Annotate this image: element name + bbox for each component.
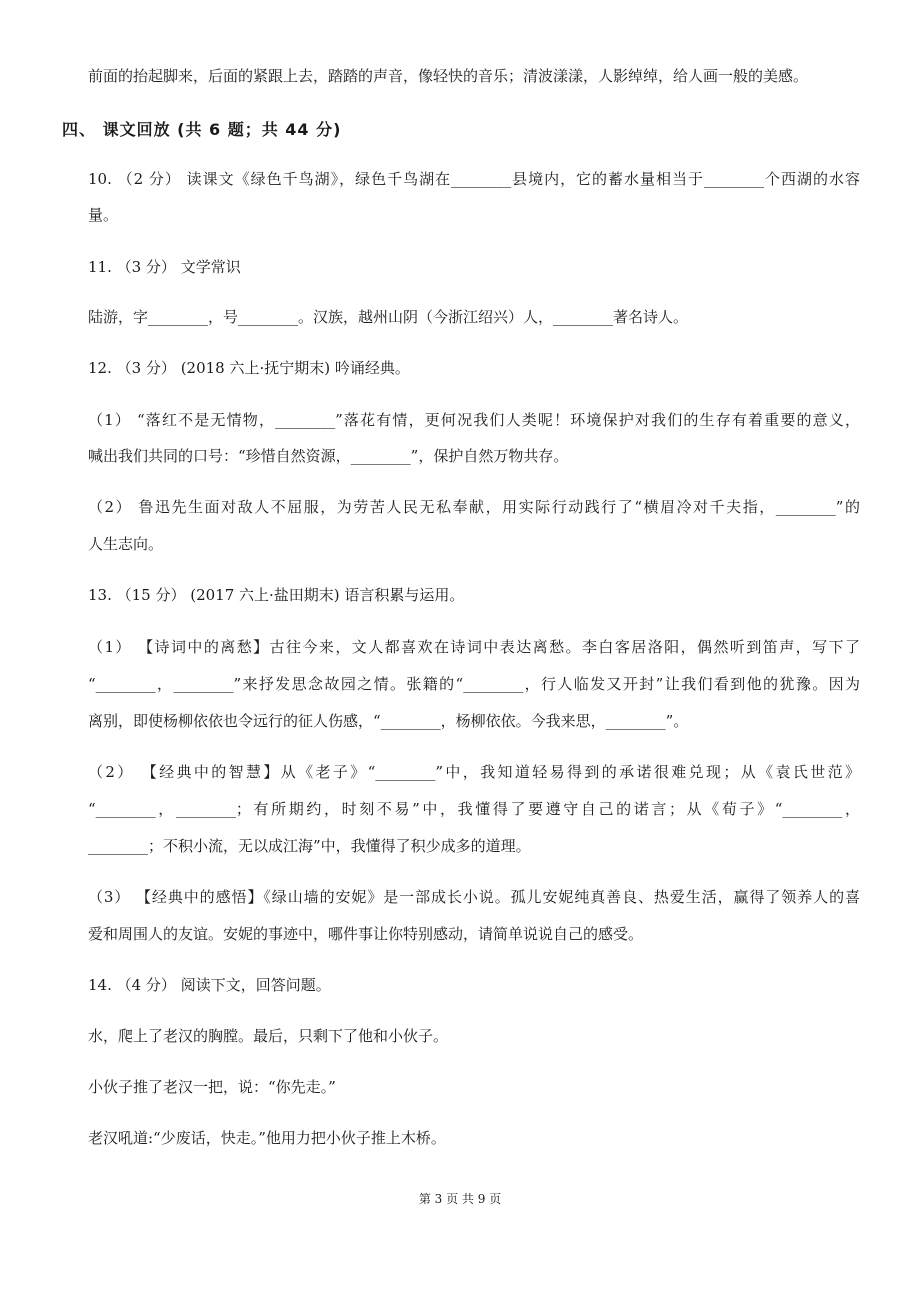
question-13-3-text-cont: 爱和周围人的友谊。安妮的事迹中，哪件事让你特别感动，请简单说说自己的感受。	[88, 925, 644, 943]
question-13-1-text: （1） 【诗词中的离愁】古往今来，文人都喜欢在诗词中表达离愁。李白客居洛阳，偶然听到笛声，写下了	[88, 638, 860, 656]
question-13-1-text-cont2: 离别，即使杨柳依依也令远行的征人伤感，“________，杨柳依依。今我来思，________”。	[88, 712, 689, 730]
question-12-title: 12. （3 分） (2018 六上·抚宁期末) 吟诵经典。	[88, 359, 410, 377]
question-13-3-text: （3） 【经典中的感悟】《绿山墙的安妮》是一部成长小说。孤儿安妮纯真善良、热爱生活，赢得了领养人的喜	[88, 888, 860, 906]
question-10-text: 10. （2 分） 读课文《绿色千鸟湖》，绿色千鸟湖在________县境内，它的蓄水量相当于________个西湖的水容	[88, 170, 860, 188]
passage-line: 水，爬上了老汉的胸膛。最后，只剩下了他和小伙子。	[88, 1027, 449, 1045]
question-13-2-text: （2） 【经典中的智慧】从《老子》“________”中，我知道轻易得到的承诺很难兑现；从《袁氏世范》	[88, 763, 860, 781]
question-13-2-text-cont: “________，________；有所期约，时刻不易”中，我懂得了要遵守自己的诺言；从《荀子》“________，	[88, 800, 860, 818]
section-heading: 四、 课文回放 (共 6 题；共 44 分)	[62, 120, 342, 139]
question-14-title: 14. （4 分） 阅读下文，回答问题。	[88, 976, 331, 994]
question-12-1-text-cont: 喊出我们共同的口号：“珍惜自然资源，________”，保护自然万物共存。	[88, 447, 569, 465]
paragraph-line: 前面的抬起脚来，后面的紧跟上去，踏踏的声音，像轻快的音乐；清波漾漾，人影绰绰，给人画一般的美感。	[88, 67, 809, 85]
question-13-title: 13. （15 分） (2017 六上·盐田期末) 语言积累与运用。	[88, 586, 465, 604]
question-12-1-text: （1） “落红不是无情物，________”落花有情，更何况我们人类呢！环境保护对我们的生存有着重要的意义，	[88, 411, 860, 429]
passage-line: 小伙子推了老汉一把，说：“你先走。”	[88, 1078, 336, 1096]
page-footer: 第 3 页 共 9 页	[418, 1192, 502, 1206]
question-12-2-text: （2） 鲁迅先生面对敌人不屈服，为劳苦人民无私奉献，用实际行动践行了“横眉冷对千夫指，________”的	[88, 498, 860, 516]
question-10-text-cont: 量。	[88, 206, 119, 224]
question-11-title: 11. （3 分） 文学常识	[88, 258, 241, 276]
passage-line: 老汉吼道:“少废话，快走。”他用力把小伙子推上木桥。	[88, 1129, 446, 1147]
question-12-2-text-cont: 人生志向。	[88, 535, 164, 553]
question-13-1-text-cont: “________，________”来抒发思念故园之情。张籍的“________，行人临发又开封”让我们看到他的犹豫。因为	[88, 675, 860, 693]
question-11-text: 陆游，字________，号________。汉族，越州山阴（今浙江绍兴）人，________著名诗人。	[88, 308, 689, 326]
question-13-2-text-cont2: ________；不积小流，无以成江海”中，我懂得了积少成多的道理。	[88, 837, 531, 855]
